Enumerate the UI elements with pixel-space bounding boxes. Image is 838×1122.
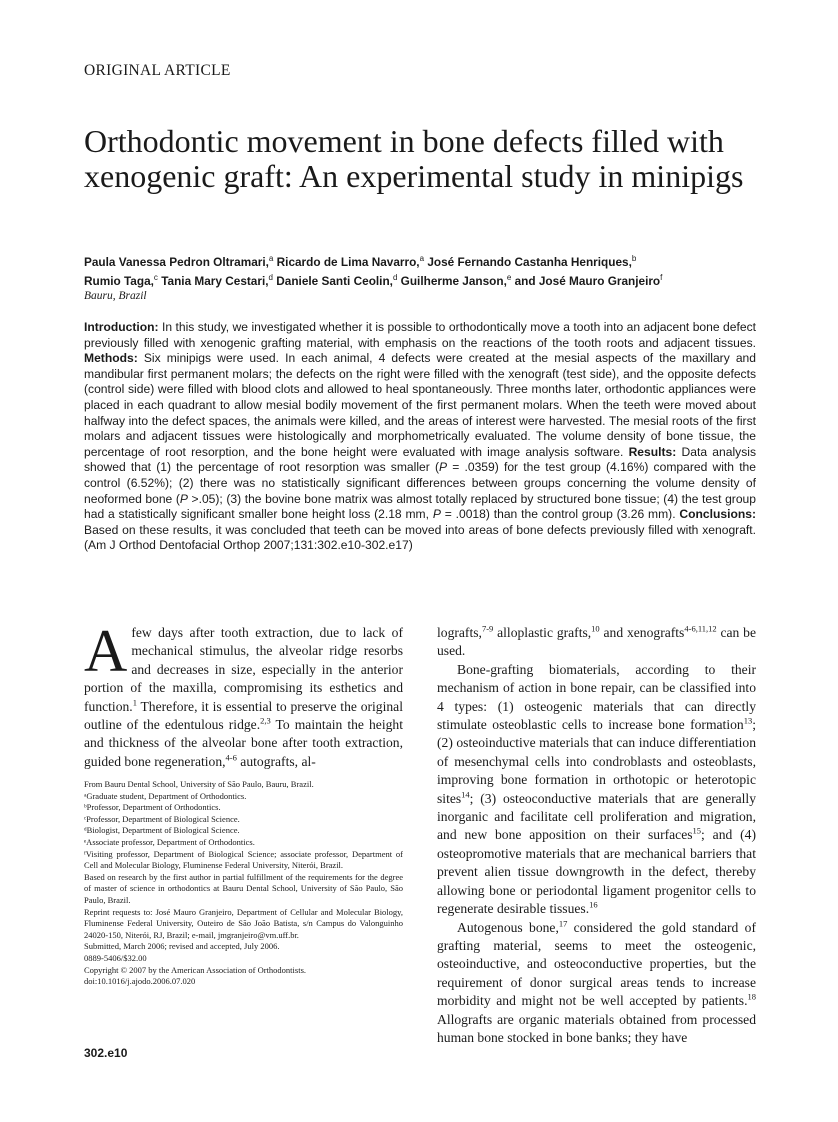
- abstract: Introduction: In this study, we investigated whether it is possible to orthodontically move a tooth into an adjacent bone defect previously filled with xenogenic grafting material, with emphasis on the reactions of the tooth roots and adjacent tissues. Methods: Six minipigs were used. In each animal, 4 defects were created at the mesial aspects of the maxillary and mandibular first permanent molars; the defects on the right were filled with the xenograft (test side), and the opposite defects (control side) were filled with blood clots and allowed to heal spontaneously. Three months later, orthodontic appliances were placed in each quadrant to allow mesial bodily movement of the first permanent molars. When the teeth were moved about halfway into the defect spaces, the animals were killed, and the areas of interest were harvested. The mesial roots of the first molars and adjacent tissues were histologically and morphometrically evaluated. The volume density of bone tissue, the percentage of root resorption, and the bone height were evaluated with image analysis software. Results: Data analysis showed that (1) the percentage of root resorption was smaller (P = .0359) for the test group (4.16%) compared with the control (6.52%); (2) there was no statistically significant differences between groups concerning the volume density of neoformed bone (P >.05); (3) the bovine bone matrix was almost totally replaced by structured bone tissue; (4) the test group had a statistically significant smaller bone height loss (2.18 mm, P = .0018) than the control group (3.26 mm). Conclusions: Based on these results, it was concluded that teeth can be moved into areas of bone defects previously filled with xenograft. (Am J Orthod Dentofacial Orthop 2007;131:302.e10-302.e17): [84, 320, 757, 553]
- author-list: [84, 253, 774, 291]
- author: Ricardo de Lima Navarro,$^a$: [276, 254, 425, 269]
- footnote: Submitted, March 2006; revised and accepted, July 2006.: [84, 941, 280, 952]
- footnotes: [84, 779, 403, 988]
- footnote: ᵇProfessor, Department of Orthodontics.: [84, 802, 221, 813]
- footnote: 0889-5406/$32.00: [84, 952, 147, 963]
- author: and José Mauro Granjeiro$^f$: [514, 273, 663, 288]
- drop-cap: A: [84, 618, 128, 684]
- footnote: From Bauru Dental School, University of São Paulo, Bauru, Brazil.: [84, 779, 314, 789]
- body-column-right: [437, 624, 756, 1047]
- footnote: ᶜProfessor, Department of Biological Science.: [84, 813, 240, 824]
- footnote: ᵃGraduate student, Department of Orthodontics.: [84, 790, 247, 801]
- paragraph: Afew days after tooth extraction, due to lack of mechanical stimulus, the alveolar ridge resorbs and decreases in size, especially in the anterior portion of the maxilla, compromising its esthetics and function.$^1$ Therefore, it is essential to preserve the original outline of the edentulous ridge.$^{2,3}$ To maintain the height and thickness of the alveolar bone after tooth extraction, guided bone regeneration,$^{4-6}$ autografts, al-: [84, 618, 403, 769]
- author: Tania Mary Cestari,$^d$: [161, 273, 273, 288]
- abstract-conclusions-label: Conclusions:: [679, 507, 756, 522]
- author: Rumio Taga,$^c$: [84, 273, 158, 288]
- footnote: ᶠVisiting professor, Department of Biological Science; associate professor, Department of Cell and Molecular Biology, Fluminense Federal University, Niterói, Brazil.: [84, 848, 403, 871]
- abstract-methods-label: Methods:: [84, 351, 138, 366]
- footnote: Reprint requests to: José Mauro Granjeiro, Department of Cellular and Molecular Biology, Fluminense Federal University, Outeiro de São João Batista, s/n Campus do Valonguinho 24020-150, Niterói, RJ, Brazil; e-mail, jmgranjeiro@vm.uff.br.: [84, 906, 403, 940]
- paragraph: Autogenous bone,$^{17}$ considered the gold standard of grafting material, seems to meet the osteogenic, osteoinductive, and osteoconductive properties, but the requirement of donor surgical areas tends to increase morbidity and might not be well accepted by patients.$^{18}$ Allografts are organic materials obtained from processed human bone stocked in bone banks; they have: [437, 917, 757, 1045]
- author: Daniele Santi Ceolin,$^d$: [276, 273, 398, 288]
- footnote: ᵈBiologist, Department of Biological Science.: [84, 825, 240, 836]
- affiliation: Bauru, Brazil: [84, 290, 147, 302]
- abstract-results-label: Results:: [628, 444, 677, 459]
- author: José Fernando Castanha Henriques,$^b$: [427, 254, 637, 269]
- footnote: ᵉAssociate professor, Department of Orthodontics.: [84, 836, 255, 847]
- author: Paula Vanessa Pedron Oltramari,$^a$: [84, 254, 274, 269]
- footnote: Copyright © 2007 by the American Association of Orthodontists.: [84, 964, 307, 975]
- footnote: doi:10.1016/j.ajodo.2006.07.020: [84, 976, 196, 987]
- page-number: 302.e10: [84, 1046, 128, 1060]
- author: Guilherme Janson,$^e$: [400, 273, 512, 288]
- body-column-left: [84, 618, 403, 771]
- paragraph: lografts,$^{7-9}$ alloplastic grafts,$^{10}$ and xenografts$^{4-6,11,12}$ can be used.: [437, 623, 756, 659]
- footnote: Based on research by the first author in partial fulfillment of the requirements for the degree of master of science in orthodontics at Bauru Dental School, University of São Paulo, São Paulo, Brazil.: [84, 871, 403, 905]
- abstract-intro-label: Introduction:: [84, 320, 159, 334]
- article-title: Orthodontic movement in bone defects filled with xenogenic graft: An experimental study in minipigs: [84, 123, 744, 194]
- section-label: ORIGINAL ARTICLE: [84, 62, 231, 79]
- paragraph: Bone-grafting biomaterials, according to their mechanism of action in bone repair, can be classified into 4 types: (1) osteogenic materials that can directly stimulate osteoblastic cells to increase bone formation$^{13}$; (2) osteoinductive materials that can induce differentiation of mesenchymal cells into condroblasts and osteoblasts, improving bone formation in orthotopic or heterotopic sites$^{14}$; (3) osteoconductive materials that are generally inorganic and facilitate cell proliferation and migration, and new bone apposition on their surfaces$^{15}$; and (4) osteopromotive materials that are mechanical barriers that prevent alien tissue downgrowth in the defect, thereby allowing bone or periodontal ligament progenitor cells to regenerate desirable tissues.$^{16}$: [437, 661, 757, 917]
